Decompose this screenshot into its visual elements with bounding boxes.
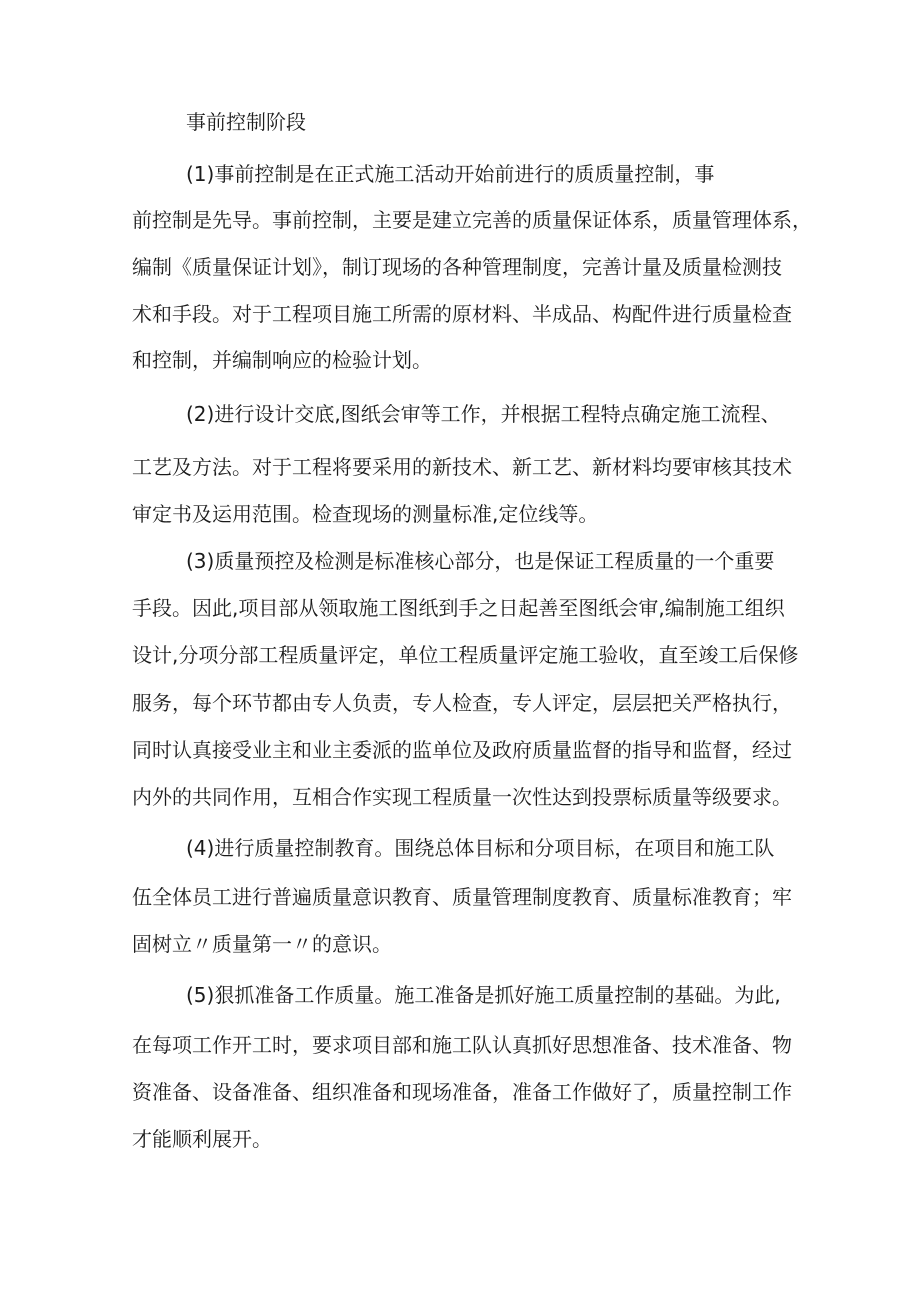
paragraph-3-line-1: (3)质量预控及检测是标准核心部分，也是保证工程质量的一个重要	[186, 549, 775, 573]
paragraph-1-line-3: 编制《质量保证计划》，制订现场的各种管理制度，完善计量及质量检测技	[132, 255, 782, 279]
paragraph-3-line-4: 服务，每个环节都由专人负责，专人检查，专人评定，层层把关严格执行，	[132, 691, 792, 715]
paragraph-2-line-2: 工艺及方法。对于工程将要采用的新技术、新工艺、新材料均要审核其技术	[132, 455, 792, 479]
paragraph-3-line-2: 手段。因此,项目部从领取施工图纸到手之日起善至图纸会审,编制施工组织	[132, 596, 785, 620]
paragraph-3-line-6: 内外的共同作用，互相合作实现工程质量一次性达到投票标质量等级要求。	[132, 785, 792, 809]
paragraph-5-line-4: 才能顺利展开。	[132, 1127, 272, 1151]
paragraph-1-line-1: (1)事前控制是在正式施工活动开始前进行的质质量控制，事	[186, 162, 715, 186]
paragraph-4-line-2: 伍全体员工进行普遍质量意识教育、质量管理制度教育、质量标准教育；牢	[132, 885, 792, 909]
paragraph-2-line-1: (2)进行设计交底,图纸会审等工作，并根据工程特点确定施工流程、	[186, 402, 781, 426]
paragraph-3-line-5: 同时认真接受业主和业主委派的监单位及政府质量监督的指导和监督，经过	[132, 738, 792, 762]
paragraph-3-line-3: 设计,分项分部工程质量评定，单位工程质量评定施工验收，直至竣工后保修	[132, 643, 799, 667]
paragraph-5-line-2: 在每项工作开工时，要求项目部和施工队认真抓好思想准备、技术准备、物	[132, 1033, 792, 1057]
paragraph-5-line-1: (5)狠抓准备工作质量。施工准备是抓好施工质量控制的基础。为此,	[186, 983, 781, 1007]
paragraph-5-line-3: 资准备、设备准备、组织准备和现场准备，准备工作做好了，质量控制工作	[132, 1080, 792, 1104]
paragraph-2-line-3: 审定书及运用范围。检查现场的测量标准,定位线等。	[132, 502, 599, 526]
paragraph-4-line-3: 固树立〃质量第一〃的意识。	[132, 932, 392, 956]
paragraph-1-line-5: 和控制，并编制响应的检验计划。	[132, 348, 432, 372]
section-heading: 事前控制阶段	[186, 110, 306, 134]
paragraph-1-line-2: 前控制是先导。事前控制，主要是建立完善的质量保证体系，质量管理体系，	[132, 208, 812, 232]
paragraph-1-line-4: 术和手段。对于工程项目施工所需的原材料、半成品、构配件进行质量检查	[132, 302, 792, 326]
paragraph-4-line-1: (4)进行质量控制教育。围绕总体目标和分项目标，在项目和施工队	[186, 836, 775, 860]
